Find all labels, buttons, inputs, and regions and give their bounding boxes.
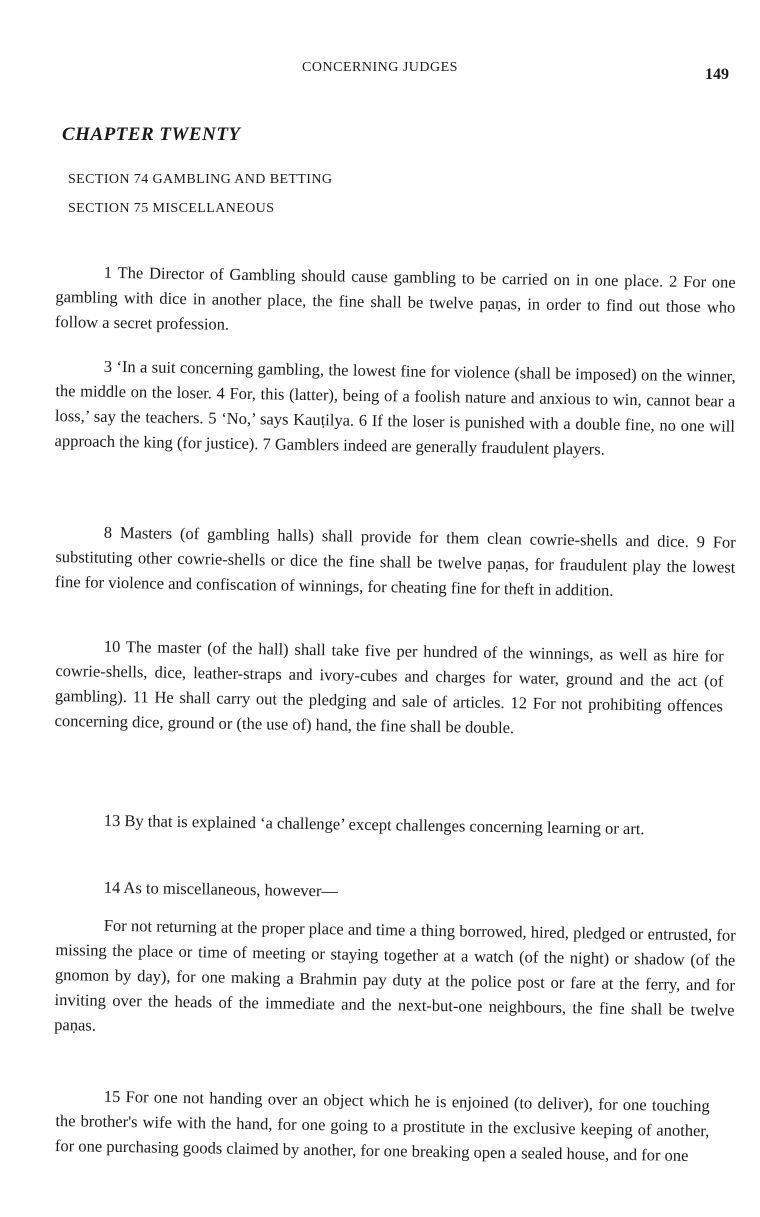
section-heading-74: SECTION 74 GAMBLING AND BETTING: [68, 172, 333, 187]
page-number: 149: [705, 66, 729, 83]
paragraph-13: 13 By that is explained ‘a challenge’ except challenges concerning learning or art.: [103, 810, 645, 838]
paragraph-miscellaneous: For not returning at the proper place and time a thing borrowed, hired, pledged or entrusted, for missing the place or time of meeting or staying together at a watch (of the night) or shadow (of the gnomon by day), for one making a Brahmin pay duty at the police post or fare at the ferry, and for inviting over the heads of the immediate and the next-but-one neighbours, the fine shall be twelve paṇas.: [54, 915, 736, 1035]
paragraph-3: 3 ‘In a suit concerning gambling, the lowest fine for violence (shall be imposed) on the winner, the middle on the loser. 4 For, this (latter), being of a foolish nature and anxious to win, cannot bear a loss,’ say the teachers. 5 ‘No,’ says Kauṭilya. 6 If the loser is punished with a double fine, no one will approach the king (for justice). 7 Gamblers indeed are generally fraudulent players.: [54, 356, 736, 459]
section-heading-75: SECTION 75 MISCELLANEOUS: [68, 201, 275, 216]
paragraph-10: 10 The master (of the hall) shall take five per hundred of the winnings, as well as hire for cowrie-shells, dice, leather-straps and ivory-cubes and charges for water, ground and the act (of gambling). 11 He shall carry out the pledging and sale of articles. 12 For not prohibiting offences concerning dice, ground or (the use of) hand, the fine shall be double.: [54, 636, 724, 737]
paragraph-15: 15 For one not handing over an object which he is enjoined (to deliver), for one touching the brother's wife with the hand, for one going to a prostitute in the exclusive keeping of another, for one purchasing goods claimed by another, for one breaking open a sealed house, and for one: [54, 1086, 710, 1165]
paragraph-14: 14 As to miscellaneous, however—: [103, 877, 339, 900]
running-head: CONCERNING JUDGES: [302, 60, 458, 75]
paragraph-1: 1 The Director of Gambling should cause gambling to be carried on in one place. 2 For one gambling with dice in another place, the fine shall be twelve paṇas, in order to find out those who follow a secret profession.: [54, 262, 736, 334]
paragraph-8: 8 Masters (of gambling halls) shall provide for them clean cowrie-shells and dice. 9 For substituting other cowrie-shells or dice the fine shall be twelve paṇas, for fraudulent play the lowest fine for violence and confiscation of winnings, for cheating fine for theft in addition.: [54, 522, 736, 600]
chapter-title: CHAPTER TWENTY: [62, 124, 241, 145]
